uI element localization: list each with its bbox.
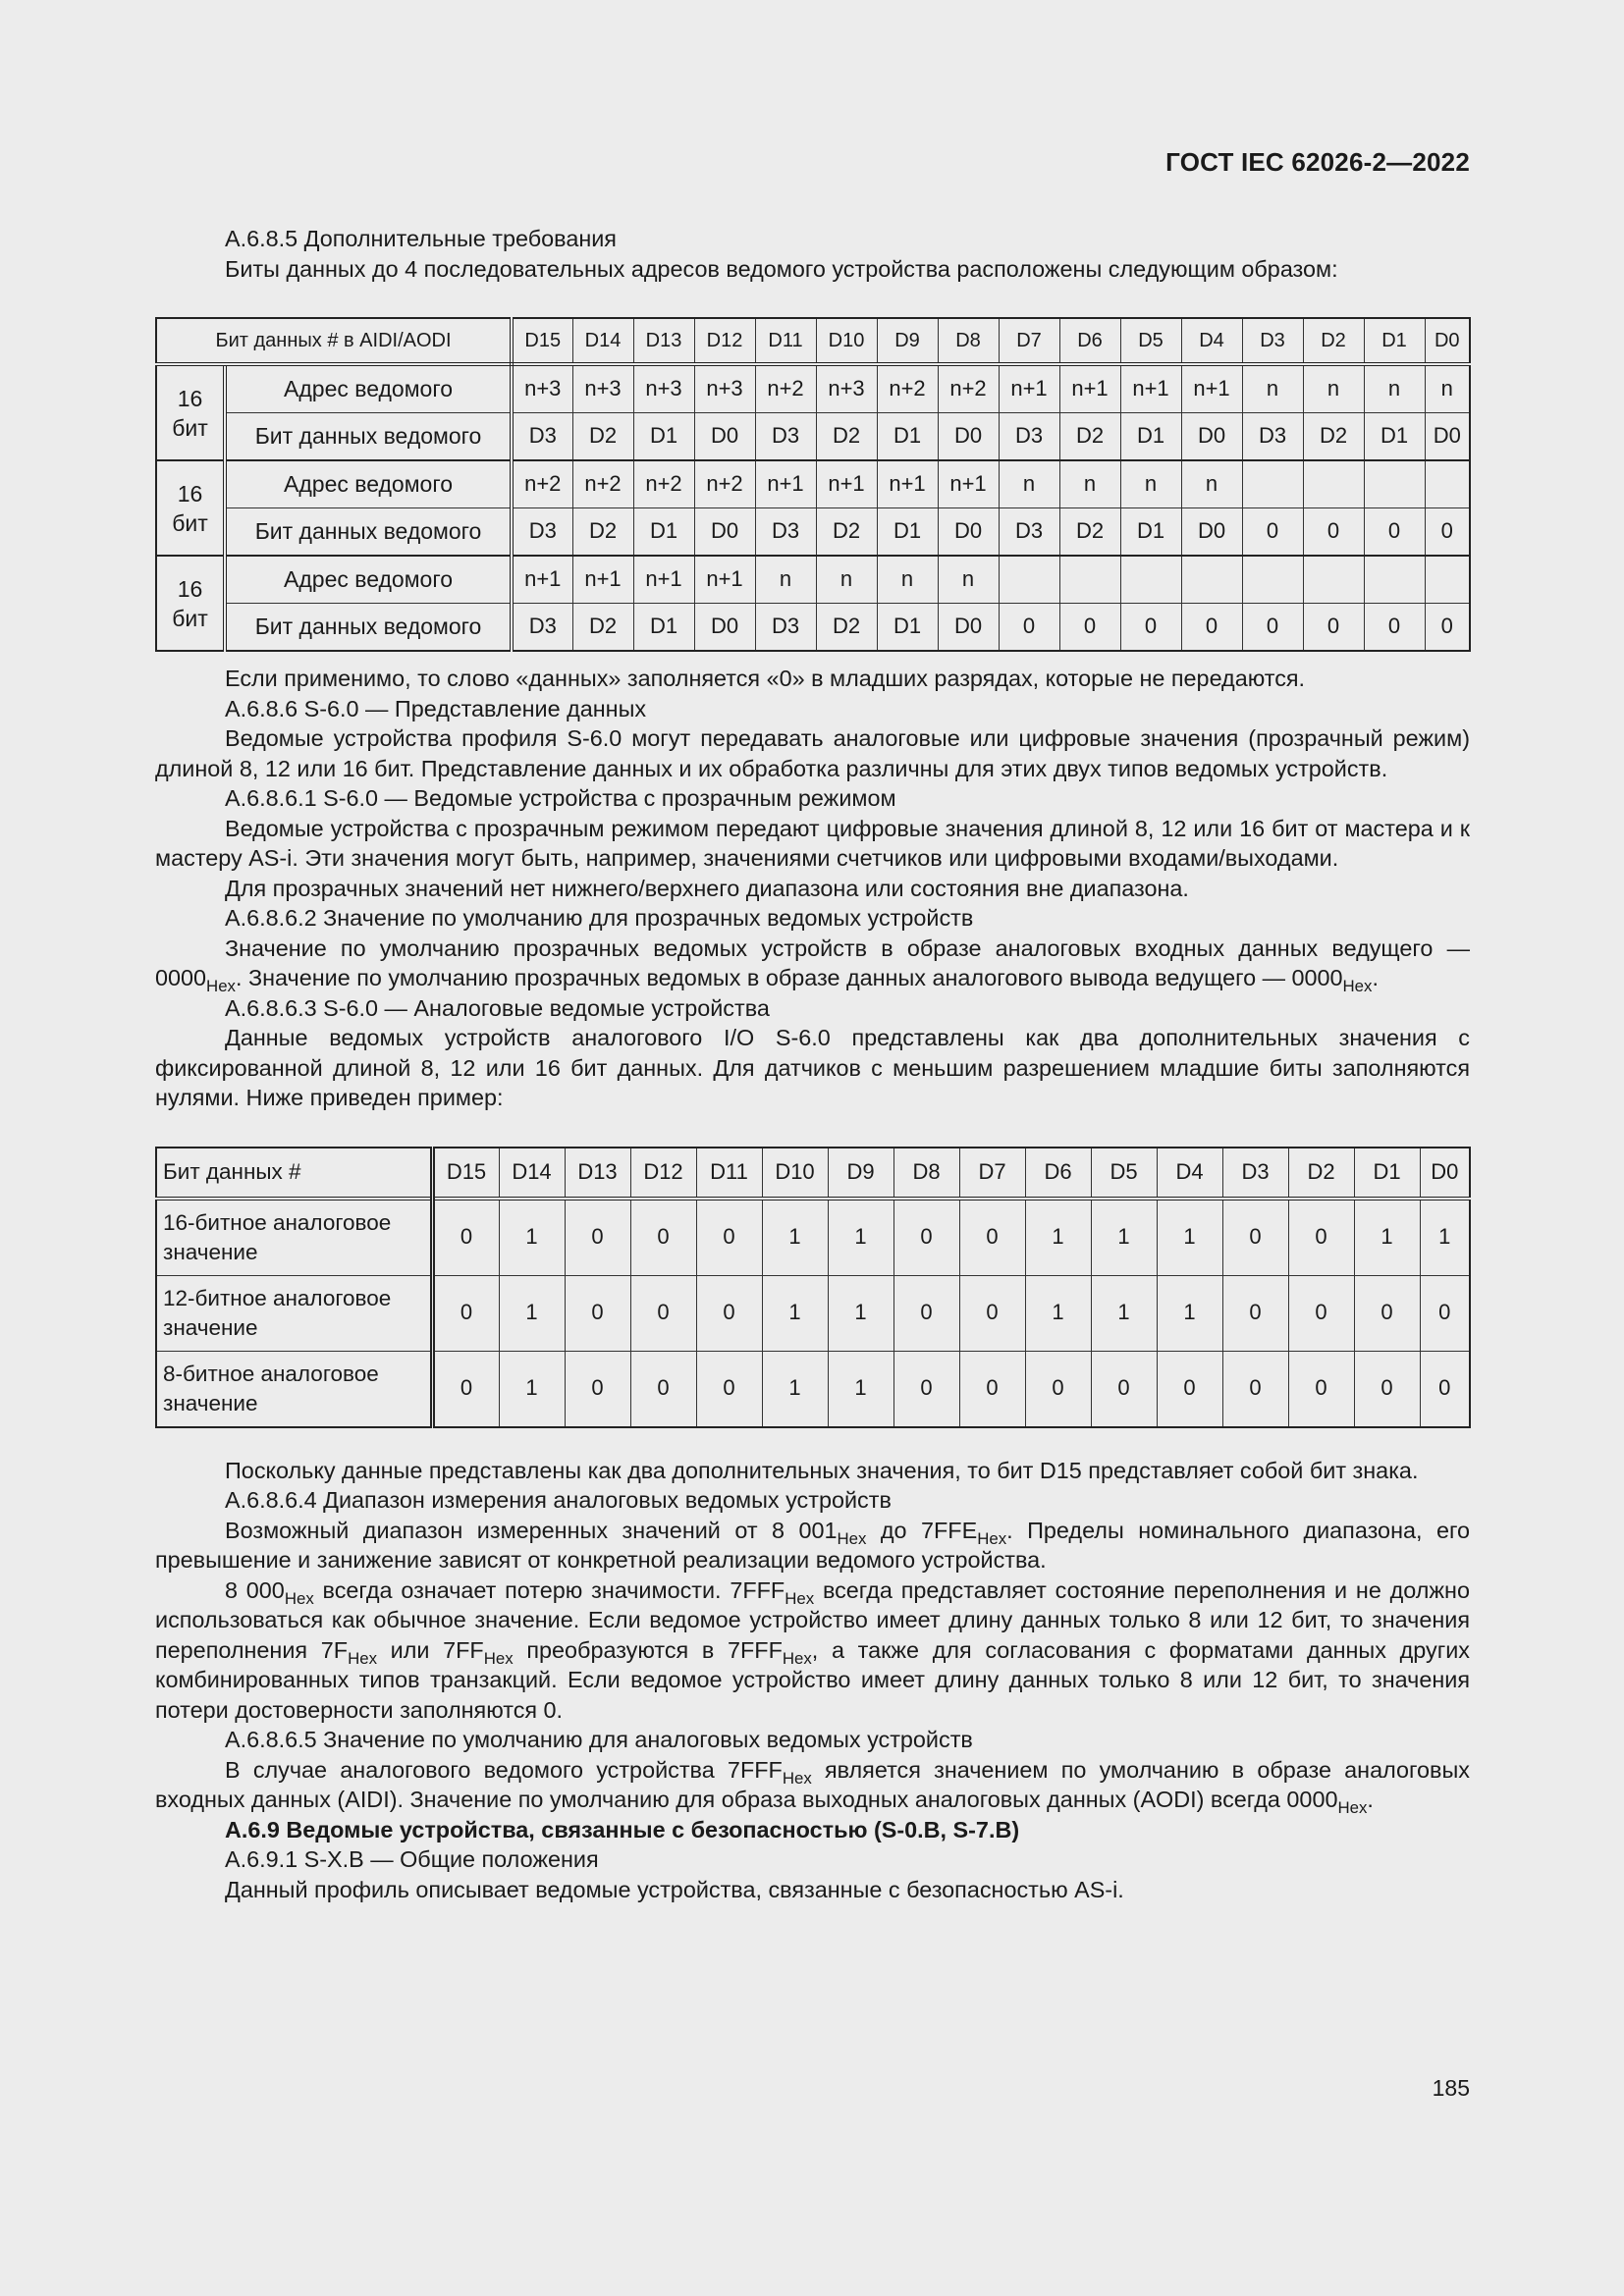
table-cell xyxy=(1303,460,1364,508)
table-cell: D0 xyxy=(938,604,999,652)
table-cell: n+1 xyxy=(1181,364,1242,413)
table-cell: D3 xyxy=(512,413,572,461)
table-cell: n+1 xyxy=(999,364,1059,413)
table-cell xyxy=(1181,556,1242,604)
paragraph: Данный профиль описывает ведомые устройства, связанные с безопасностью AS-i. xyxy=(225,1876,1124,1902)
table-header-bit: D10 xyxy=(816,318,877,364)
table-cell: 0 xyxy=(959,1275,1025,1351)
table-cell: D3 xyxy=(512,508,572,557)
table-cell: n xyxy=(1364,364,1425,413)
table-cell: n xyxy=(1425,364,1470,413)
table-cell xyxy=(1059,556,1120,604)
table-cell: 0 xyxy=(630,1199,696,1276)
table-cell: D3 xyxy=(755,413,816,461)
table-cell: 0 xyxy=(1288,1199,1354,1276)
table-header-bit: D9 xyxy=(828,1148,893,1199)
section-heading-a6-9-1: А.6.9.1 S-X.B — Общие положения xyxy=(225,1846,599,1872)
table-header-bit: D10 xyxy=(762,1148,828,1199)
table-cell: 1 xyxy=(1025,1275,1091,1351)
table-cell: n+3 xyxy=(512,364,572,413)
table-header-label: Бит данных # в AIDI/AODI xyxy=(156,318,512,364)
table-cell: 0 xyxy=(1242,508,1303,557)
table-cell: n+3 xyxy=(694,364,755,413)
table-cell: n+1 xyxy=(572,556,633,604)
table-cell: 0 xyxy=(1157,1351,1222,1427)
table-header-bit: D11 xyxy=(696,1148,762,1199)
table-cell: 0 xyxy=(1288,1275,1354,1351)
row-label: 8-битное аналоговое значение xyxy=(156,1351,432,1427)
table-cell: D0 xyxy=(1425,413,1470,461)
table-cell: n+1 xyxy=(694,556,755,604)
table-cell: D3 xyxy=(999,413,1059,461)
table-cell: 0 xyxy=(630,1275,696,1351)
table-header-bit: D5 xyxy=(1091,1148,1157,1199)
table-cell: 0 xyxy=(1222,1275,1288,1351)
table-cell: 0 xyxy=(1420,1351,1470,1427)
table-cell: n xyxy=(1181,460,1242,508)
table-cell: 1 xyxy=(499,1351,565,1427)
paragraph: Для прозрачных значений нет нижнего/верхнего диапазона или состояния вне диапазона. xyxy=(225,875,1189,901)
table-cell: D1 xyxy=(1120,508,1181,557)
table-cell: D2 xyxy=(816,413,877,461)
table-header-bit: D7 xyxy=(999,318,1059,364)
section-heading-a6-8-6-1: А.6.8.6.1 S-6.0 — Ведомые устройства с прозрачным режимом xyxy=(225,785,896,811)
table-cell: D1 xyxy=(633,604,694,652)
table-cell: n+1 xyxy=(1120,364,1181,413)
section-heading-a6-8-6-4: А.6.8.6.4 Диапазон измерения аналоговых ведомых устройств xyxy=(225,1487,892,1513)
table-cell: D2 xyxy=(572,604,633,652)
group-label: 16 бит xyxy=(156,364,225,460)
table-cell: n+2 xyxy=(512,460,572,508)
table-cell: D3 xyxy=(999,508,1059,557)
table-cell xyxy=(1364,556,1425,604)
table-cell: D2 xyxy=(1059,508,1120,557)
table-header-bit: D0 xyxy=(1425,318,1470,364)
document-body xyxy=(155,224,1470,1904)
table-cell: 1 xyxy=(1025,1199,1091,1276)
table-header-bit: D15 xyxy=(512,318,572,364)
table-cell: D1 xyxy=(1364,413,1425,461)
section-heading-a6-8-5: А.6.8.5 Дополнительные требования xyxy=(225,226,617,251)
table-cell: 0 xyxy=(999,604,1059,652)
table-cell: D1 xyxy=(633,413,694,461)
table-cell: n+1 xyxy=(816,460,877,508)
table-cell: 0 xyxy=(959,1351,1025,1427)
table-cell: D2 xyxy=(816,508,877,557)
paragraph-default-transparent: Значение по умолчанию прозрачных ведомых устройств в образе аналоговых входных данных ведущего — $0000_{Hex}$. Значение по умолчанию прозрачных ведомых в образе данных аналогового вывода ведущего — $0000_{Hex}$. xyxy=(155,934,1470,995)
table-header-bit: D4 xyxy=(1181,318,1242,364)
table-cell: 0 xyxy=(1091,1351,1157,1427)
table-cell: n xyxy=(755,556,816,604)
table-header-bit: D12 xyxy=(630,1148,696,1199)
table-cell: 1 xyxy=(828,1199,893,1276)
table-cell: n+1 xyxy=(755,460,816,508)
section-heading-a6-9: А.6.9 Ведомые устройства, связанные с безопасностью (S-0.B, S-7.B) xyxy=(225,1816,1020,1842)
table-cell: 0 xyxy=(1420,1275,1470,1351)
table-cell: 0 xyxy=(696,1275,762,1351)
table-cell: 0 xyxy=(1364,508,1425,557)
table-cell: D1 xyxy=(877,413,938,461)
table-cell: 1 xyxy=(1091,1199,1157,1276)
section-heading-a6-8-6-5: А.6.8.6.5 Значение по умолчанию для аналоговых ведомых устройств xyxy=(225,1727,973,1752)
paragraph: Данные ведомых устройств аналогового I/O S-6.0 представлены как два дополнительных значения с фиксированной длиной 8, 12 или 16 бит данных. Для датчиков с меньшим разрешением младшие биты заполняются нулями. Ниже приведен пример: xyxy=(155,1025,1470,1110)
table-header-bit: D14 xyxy=(499,1148,565,1199)
group-label: 16 бит xyxy=(156,556,225,651)
row-label: Бит данных ведомого xyxy=(225,508,512,557)
row-label: 12-битное аналоговое значение xyxy=(156,1275,432,1351)
section-heading-a6-8-6-2: А.6.8.6.2 Значение по умолчанию для прозрачных ведомых устройств xyxy=(225,905,974,931)
table-cell: 0 xyxy=(1303,604,1364,652)
table-cell: D1 xyxy=(877,604,938,652)
table-cell: n+3 xyxy=(633,364,694,413)
table-header-bit: D6 xyxy=(1059,318,1120,364)
table-cell: n xyxy=(1059,460,1120,508)
table-cell: D0 xyxy=(1181,508,1242,557)
table-cell: n+2 xyxy=(694,460,755,508)
paragraph-overflow: 8 $000_{Hex}$ всегда означает потерю значимости. $7FFF_{Hex}$ всегда представляет состояние переполнения и не должно использоваться как обычное значение. Если ведомое устройство имеет длину данных только 8 или 12 бит, то значения переполнения $7F_{Hex}$ или $7FF_{Hex}$ преобразуются в $7FFF_{Hex}$, а также для согласования с форматами данных других комбинированных типов транзакций. Если ведомое устройство имеет длину данных только 8 или 12 бит, то значения потери достоверности заполняются 0. xyxy=(155,1576,1471,1723)
table-cell: 0 xyxy=(1354,1351,1420,1427)
table-cell xyxy=(1425,460,1470,508)
table-cell: n xyxy=(816,556,877,604)
address-bit-table xyxy=(155,317,1471,652)
paragraph: Ведомые устройства профиля S-6.0 могут передавать аналоговые или цифровые значения (прозрачный режим) длиной 8, 12 или 16 бит. Представление данных и их обработка различны для этих двух типов ведомых устройств. xyxy=(155,725,1470,781)
group-label: 16 бит xyxy=(156,460,225,556)
table-cell: D1 xyxy=(633,508,694,557)
page-number: 185 xyxy=(1432,2075,1470,2101)
table-cell: D2 xyxy=(1059,413,1120,461)
table-cell: 1 xyxy=(762,1351,828,1427)
section-heading-a6-8-6: А.6.8.6 S-6.0 — Представление данных xyxy=(225,695,647,721)
table-cell: n xyxy=(1303,364,1364,413)
table-cell: 0 xyxy=(565,1199,630,1276)
table-cell: n xyxy=(1120,460,1181,508)
table-cell: 1 xyxy=(1157,1275,1222,1351)
table-cell xyxy=(1242,556,1303,604)
table-cell: n xyxy=(877,556,938,604)
table-cell: 1 xyxy=(828,1351,893,1427)
table-cell: D0 xyxy=(938,413,999,461)
table-cell: n+2 xyxy=(633,460,694,508)
paragraph: Поскольку данные представлены как два дополнительных значения, то бит D15 представляет собой бит знака. xyxy=(225,1457,1419,1483)
table-cell: 1 xyxy=(762,1275,828,1351)
paragraph: Если применимо, то слово «данных» заполняется «0» в младших разрядах, которые не передаются. xyxy=(225,666,1306,691)
table-cell: n+2 xyxy=(755,364,816,413)
table-cell: 0 xyxy=(1181,604,1242,652)
table-cell xyxy=(999,556,1059,604)
table-cell: n xyxy=(938,556,999,604)
table-cell: D3 xyxy=(1242,413,1303,461)
row-label: Адрес ведомого xyxy=(225,556,512,604)
row-label: Бит данных ведомого xyxy=(225,413,512,461)
row-label: Адрес ведомого xyxy=(225,364,512,413)
table-cell xyxy=(1242,460,1303,508)
table-cell: 1 xyxy=(762,1199,828,1276)
intro-paragraph: Биты данных до 4 последовательных адресов ведомого устройства расположены следующим образом: xyxy=(225,255,1338,282)
table-cell: 0 xyxy=(432,1199,499,1276)
table-cell: D0 xyxy=(694,604,755,652)
row-label: 16-битное аналоговое значение xyxy=(156,1199,432,1276)
table-cell: 0 xyxy=(1288,1351,1354,1427)
table-cell: 0 xyxy=(432,1275,499,1351)
table-cell: 0 xyxy=(1222,1199,1288,1276)
table-cell: D0 xyxy=(694,413,755,461)
table-cell: D3 xyxy=(755,604,816,652)
table-cell: 0 xyxy=(893,1351,959,1427)
table-cell: 0 xyxy=(565,1275,630,1351)
table-cell: 0 xyxy=(959,1199,1025,1276)
table-cell: 0 xyxy=(696,1199,762,1276)
table-cell: n+3 xyxy=(816,364,877,413)
table-cell: 1 xyxy=(1091,1275,1157,1351)
table-cell: 0 xyxy=(1354,1275,1420,1351)
analog-value-table xyxy=(155,1147,1471,1428)
table-cell: n+2 xyxy=(572,460,633,508)
table-cell: D2 xyxy=(572,413,633,461)
table-header-bit: D5 xyxy=(1120,318,1181,364)
table-header-bit: D9 xyxy=(877,318,938,364)
table-cell: D3 xyxy=(755,508,816,557)
paragraph-range: Возможный диапазон измеренных значений от 8 $001_{Hex}$ до $7FFE_{Hex}$. Пределы номинального диапазона, его превышение и занижение зависят от конкретной реализации ведомого устройства. xyxy=(155,1517,1470,1573)
table-cell xyxy=(1303,556,1364,604)
table-header-bit: D3 xyxy=(1242,318,1303,364)
table-header-label: Бит данных # xyxy=(156,1148,432,1199)
table-header-bit: D1 xyxy=(1364,318,1425,364)
table-header-bit: D7 xyxy=(959,1148,1025,1199)
table-cell: 0 xyxy=(1303,508,1364,557)
table-header-bit: D8 xyxy=(938,318,999,364)
table-cell: n xyxy=(1242,364,1303,413)
table-cell: D1 xyxy=(877,508,938,557)
table-header-bit: D1 xyxy=(1354,1148,1420,1199)
table-header-bit: D2 xyxy=(1288,1148,1354,1199)
table-cell: 0 xyxy=(1222,1351,1288,1427)
table-cell: n+1 xyxy=(1059,364,1120,413)
table-cell: 0 xyxy=(1120,604,1181,652)
table-header-bit: D0 xyxy=(1420,1148,1470,1199)
table-cell: 1 xyxy=(1157,1199,1222,1276)
table-cell: 0 xyxy=(565,1351,630,1427)
table-cell: 1 xyxy=(828,1275,893,1351)
table-cell: D2 xyxy=(1303,413,1364,461)
paragraph: Ведомые устройства с прозрачным режимом передают цифровые значения длиной 8, 12 или 16 бит от мастера и к мастеру AS-i. Эти значения могут быть, например, значениями счетчиков или цифровыми входами/выходами. xyxy=(155,815,1470,871)
table-cell: 1 xyxy=(1354,1199,1420,1276)
table-header-bit: D13 xyxy=(633,318,694,364)
table-cell: n+1 xyxy=(512,556,572,604)
table-cell: 0 xyxy=(696,1351,762,1427)
table-cell: 0 xyxy=(1425,604,1470,652)
table-cell: 0 xyxy=(1059,604,1120,652)
table-cell: D0 xyxy=(1181,413,1242,461)
table-header-bit: D15 xyxy=(432,1148,499,1199)
table-cell: D2 xyxy=(572,508,633,557)
table-cell: 0 xyxy=(432,1351,499,1427)
table-cell xyxy=(1364,460,1425,508)
row-label: Бит данных ведомого xyxy=(225,604,512,652)
table-header-bit: D12 xyxy=(694,318,755,364)
table-cell: 0 xyxy=(1025,1351,1091,1427)
table-cell: 0 xyxy=(1364,604,1425,652)
table-cell: 1 xyxy=(499,1275,565,1351)
table-header-bit: D8 xyxy=(893,1148,959,1199)
section-heading-a6-8-6-3: А.6.8.6.3 S-6.0 — Аналоговые ведомые устройства xyxy=(225,994,770,1021)
table-cell: 0 xyxy=(1425,508,1470,557)
table-header-bit: D3 xyxy=(1222,1148,1288,1199)
table-cell xyxy=(1120,556,1181,604)
paragraph-default-analog: В случае аналогового ведомого устройства $7FFF_{Hex}$ является значением по умолчанию в образе аналоговых входных данных (AIDI). Значение по умолчанию для образа выходных аналоговых данных (AODI) всегда $0000_{Hex}$. xyxy=(155,1756,1470,1817)
table-cell: 1 xyxy=(499,1199,565,1276)
table-cell: 1 xyxy=(1420,1199,1470,1276)
row-label: Адрес ведомого xyxy=(225,460,512,508)
table-cell: D1 xyxy=(1120,413,1181,461)
table-cell: D0 xyxy=(694,508,755,557)
table-cell: n xyxy=(999,460,1059,508)
table-cell xyxy=(1425,556,1470,604)
table-header-bit: D11 xyxy=(755,318,816,364)
document-header: ГОСТ IEC 62026-2—2022 xyxy=(1165,147,1470,177)
table-cell: D3 xyxy=(512,604,572,652)
table-cell: n+1 xyxy=(938,460,999,508)
table-cell: n+3 xyxy=(572,364,633,413)
table-cell: D2 xyxy=(816,604,877,652)
table-header-bit: D4 xyxy=(1157,1148,1222,1199)
table-cell: 0 xyxy=(630,1351,696,1427)
table-cell: D0 xyxy=(938,508,999,557)
table-cell: n+1 xyxy=(877,460,938,508)
table-cell: n+2 xyxy=(877,364,938,413)
table-header-bit: D2 xyxy=(1303,318,1364,364)
table-cell: n+1 xyxy=(633,556,694,604)
table-header-bit: D14 xyxy=(572,318,633,364)
table-cell: n+2 xyxy=(938,364,999,413)
table-cell: 0 xyxy=(893,1275,959,1351)
table-header-bit: D6 xyxy=(1025,1148,1091,1199)
table-header-bit: D13 xyxy=(565,1148,630,1199)
table-cell: 0 xyxy=(893,1199,959,1276)
table-cell: 0 xyxy=(1242,604,1303,652)
